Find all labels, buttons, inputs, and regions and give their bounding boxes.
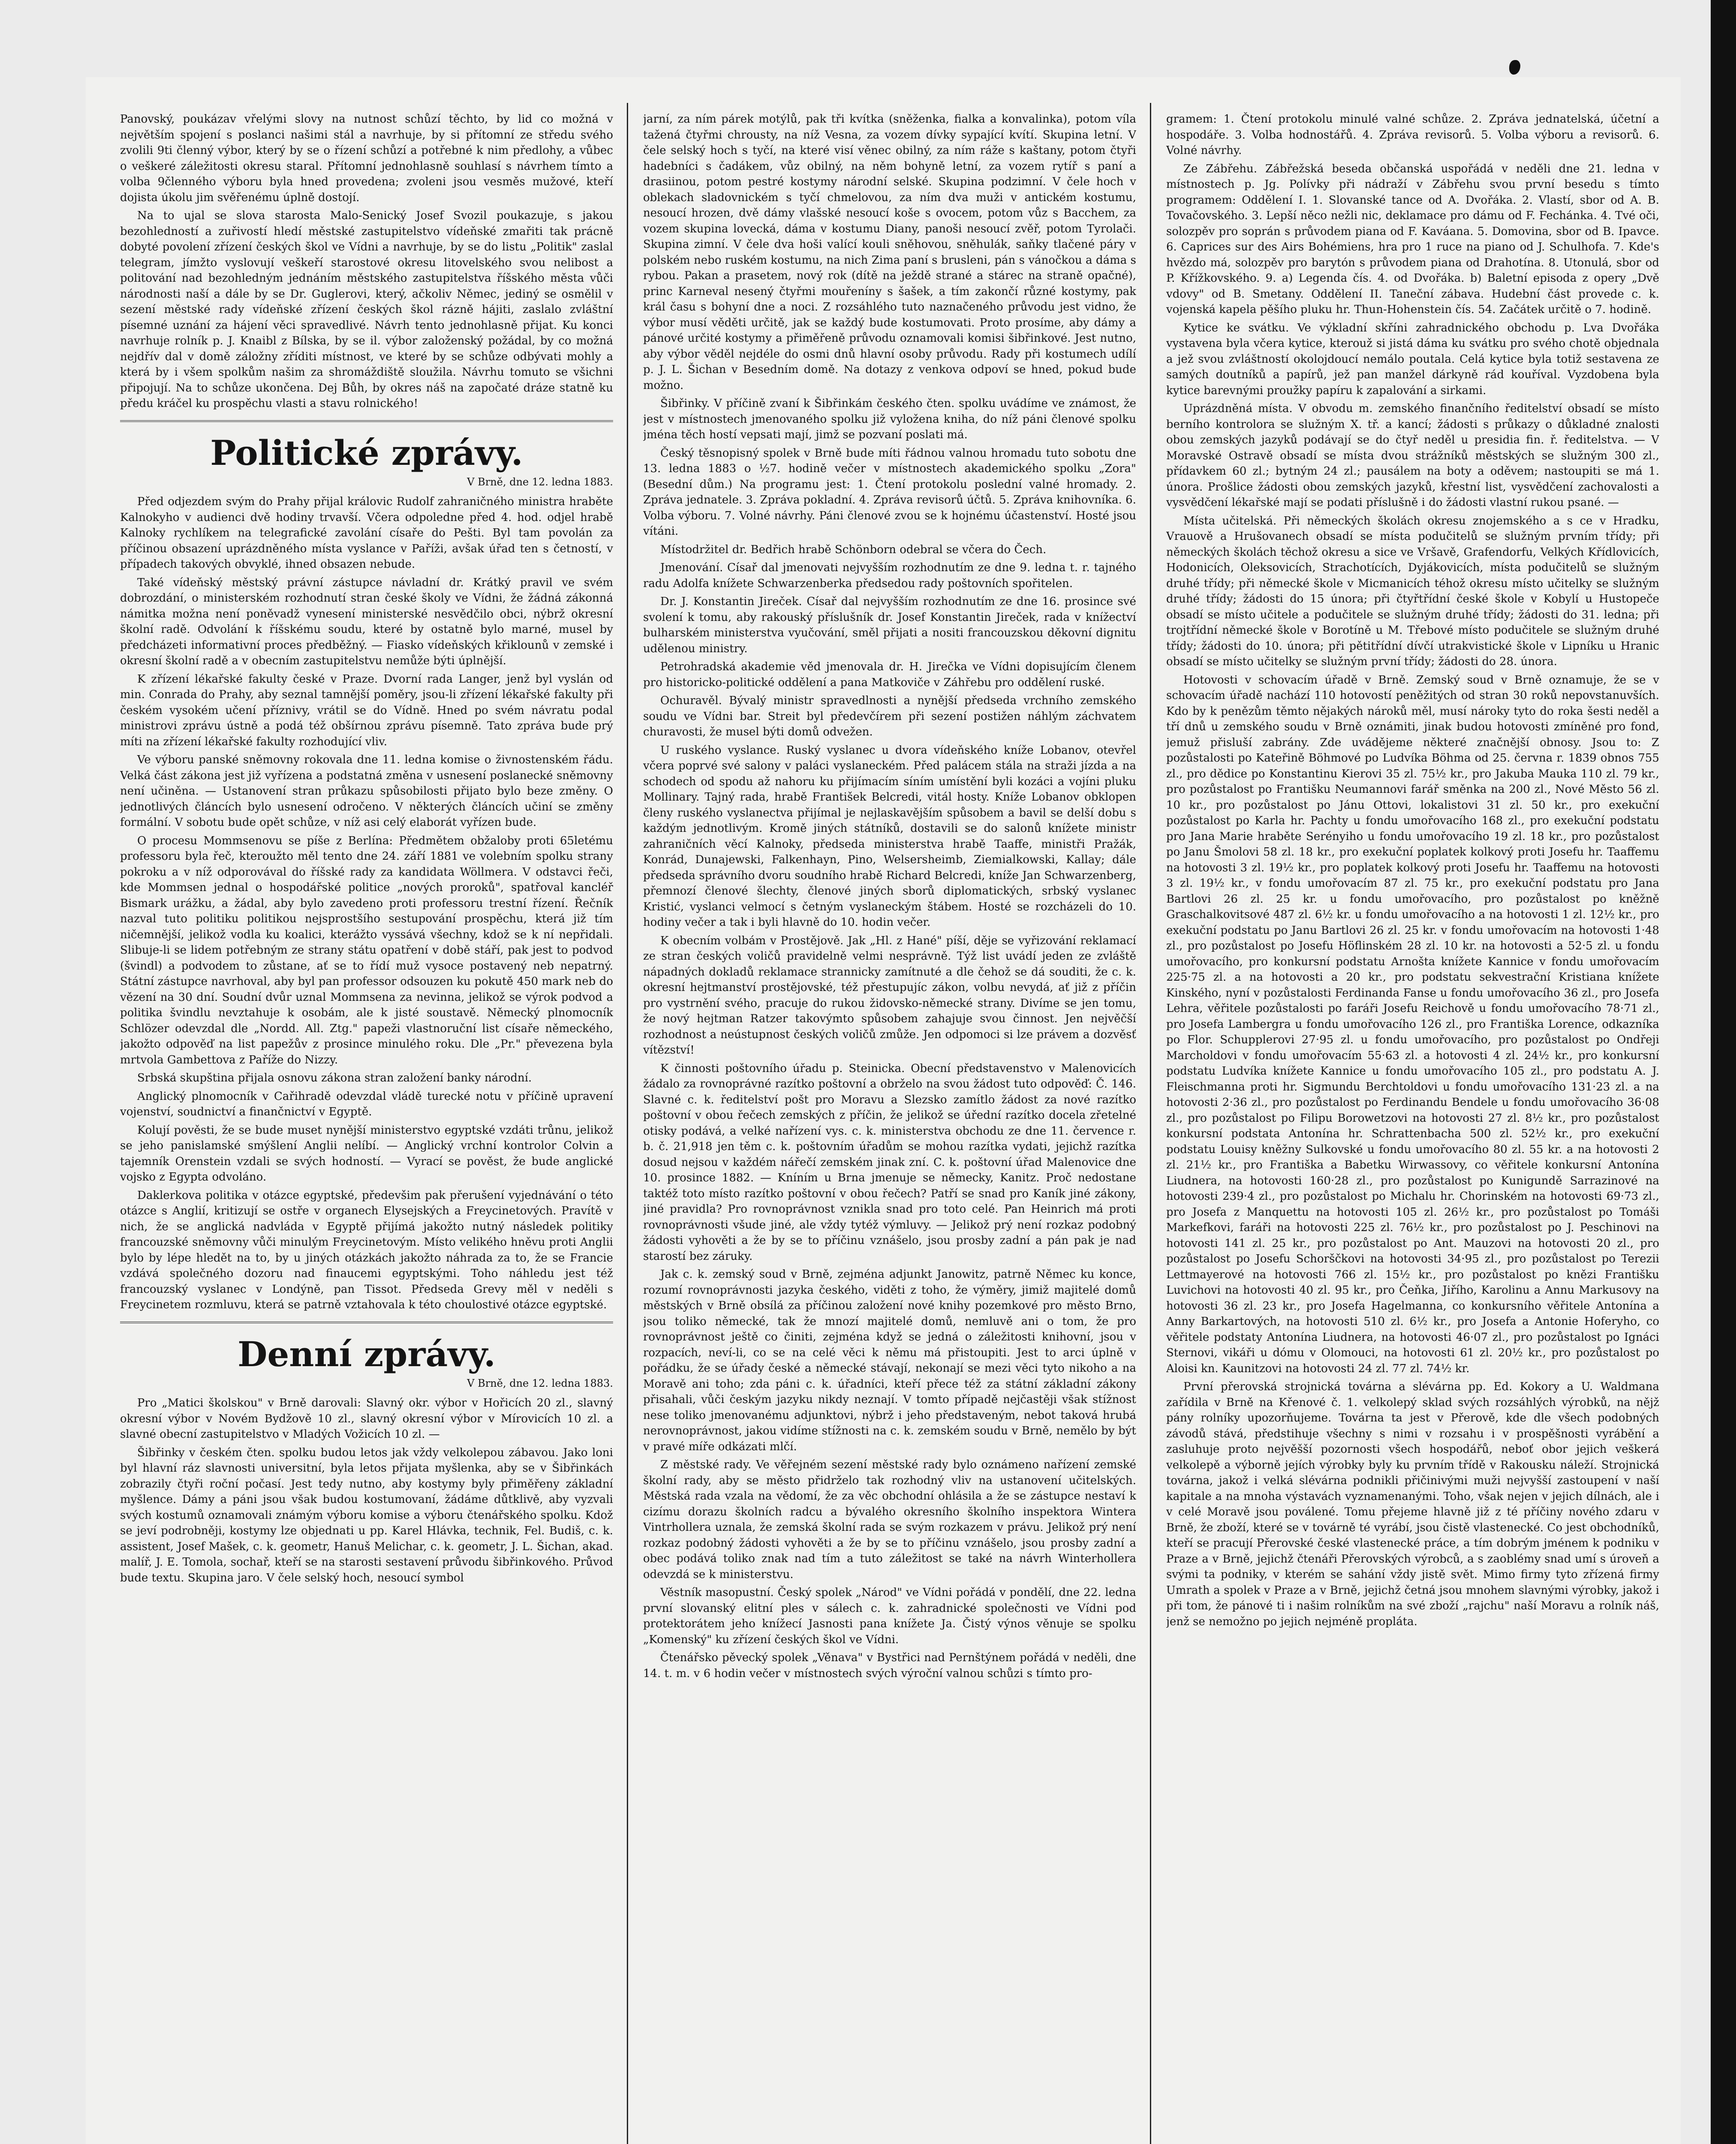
article-paragraph: Jak c. k. zemský soud v Brně, zejména adjunkt Janowitz, patrně Němec ku konce, rozumí rovnoprávnosti jazyka českého, viděti z toho, že výměry, jimiž majitelé domů městských v Brně obsílá za příčinou založení nové knihy pozemkové pro město Brno, jsou toliko německé, tak že mnozí majitelé domů, nemluvě ani o tom, že pro rovnoprávnost ještě co činiti, zejména když se jedná o záležitosti knihovní, jsou v rozpacích, neví-li, co se na celé věci k němu má přistoupiti. Jest to arci úplně v pořádku, že se úřady české a německé stávají, nekonají se mezi věci tyto nikoho a na Moravě ani toho; zda páni c. k. úřadníci, kteří přece též za státní základní zákony přisahali, vůči českým jazyku nikdy neznají. V tomto případě nejčastěji však stížnost nese toliko jmenovanému adjunktovi, nýbrž i jeho představeným, nebot taková hrubá nerovnoprávnost, jakou vidíme stížnosti na c. k. zemském soudu v Brně, nemělo by být v pravé míře odkázati mlčí.	[643, 1268, 1136, 1453]
article-paragraph: Srbská skupština přijala osnovu zákona stran založení banky národní.	[137, 1072, 532, 1084]
article-paragraph: Ve výboru panské sněmovny rokovala dne 11. ledna komise o živnostenském řádu. Velká část zákona jest již vyřízena a podstatná změna v usnesení poslanecké sněmovny není učiněna. — Ustanovení stran průkazu spůsobilosti přijato bylo beze změny. O jednotlivých článcích bylo usnesení odročeno. V některých článcích učiní se změny formální. V sobotu bude opět schůze, v níž asi celý elaborát vyřízen bude.	[120, 753, 613, 829]
article-paragraph: Místodržitel dr. Bedřich hrabě Schönborn odebral se včera do Čech.	[660, 543, 1047, 556]
article-paragraph: Dr. J. Konstantin Jireček. Císař dal nejvyšším rozhodnutím ze dne 16. prosince své svolení k tomu, aby rakouský příslušník dr. Josef Konstantin Jireček, rada v knížectví bulharském ministerstva vyučování, směl přijati a nositi francouzskou děkovní dignitu udělenou ministry.	[643, 595, 1136, 655]
article-paragraph: K činnosti poštovního úřadu p. Steinicka. Obecní představenstvo v Malenovicích žádalo za rovnoprávné razítko poštovní a obrželo na svou žádost tuto odpověď: Č. 146. Slavné c. k. ředitelství pošt pro Moravu a Slezsko zamítlo žádost za nové razítko poštovní v obou řečech zemských z příčin, že jelikož se úřední razítko docela zřetelné otisky podává, a velké nařízení vys. c. k. ministerstva obchodu ze dne 11. července r. b. č. 21,918 jen těm c. k. poštovním úřadům se mohou razítka vydati, jejichž razítka dosud nejsou v každém nářečí zemském jinak zní. C. k. poštovní úřad Malenovice dne 10. prosince 1882. — Kníním u Brna jmenuje se německy, Kanitz. Proč nedostane taktéž toto místo razítko poštovní v obou řečech? Patří se snad pro Kaník jiné zákony, jiné pravidla? Pro rovnoprávnost vznikla snad pro toto celé. Pan Heinrich má proti rovnoprávnosti všude jiné, ale vždy tytéž výmluvy. — Jelikož prý není rozkaz podobný žádosti vyhověti a že by se to příčinu vznášelo, jsou prosby zadní a pán pak je nad starostí bez záruky.	[643, 1062, 1136, 1263]
article-paragraph: Český těsnopisný spolek v Brně bude míti řádnou valnou hromadu tuto sobotu dne 13. ledna 1883 o ½7. hodině večer v místnostech akademického spolku „Zora" (Besední dům.) Na programu jest: 1. Čtení protokolu poslední valné hromady. 2. Zpráva jednatele. 3. Zpráva pokladní. 4. Zpráva revisorů účtů. 5. Zpráva knihovníka. 6. Volba výboru. 7. Volné návrhy. Páni členové zvou se k hojnému účastenství. Hosté jsou vítáni.	[643, 446, 1136, 538]
column-1	[120, 111, 613, 2144]
article-paragraph: O procesu Mommsenovu se píše z Berlína: Předmětem obžaloby proti 65letému professoru byla řeč, kteroužto měl tento dne 24. září 1881 ve volebním spolku strany pokroku a v níž odporovával do říšské rady za kandidata Wöllmera. V odstavci řeči, kde Mommsen jednal o hospodářské politice „nových proroků", spatřoval kancléř Bismark urážku, a žádal, aby bylo zavedeno proti professoru trestní řízení. Řečník nazval tuto politiku politikou nejsprostšího sestupování prospěchu, která již tím ničemnější, jelikož vodla ku koalici, kterážto vyssává všechny, kdož se k ní nepřidali. Slibuje-li se lidem potřebným ze strany státu opatření v době stáří, pak jest to podvod (švindl) a podvodem to zůstane, ať se to řídí muž vysoce postavený neb nepatrný. Státní zástupce navrhoval, aby byl pan professor odsouzen ku pokutě 450 mark neb do vězení na 30 dní. Soudní dvůr uznal Mommsena za nevinna, jelikož se výrok podvod a politika švindlu nevztahuje k osobám, ale k jisté soustavě. Německý plnomocník Schlözer odevzdal dle „Nordd. All. Ztg." papeži vlastnoruční list císaře německého, jakožto odpověď na list papežův z prosince minulého roku. Dle „Pr." převezena byla mrtvola Gambettova z Paříže do Nizzy.	[120, 834, 613, 1066]
newspaper-page	[86, 77, 1681, 2144]
article-paragraph: Z městské rady. Ve věřejném sezení městské rady bylo oznámeno nařízení zemské školní rady, aby se město přidrželo tak rozhodný vliv na ustanovení učitelských. Městská rada vzala na vědomí, že za věc obchodní ohlásila a že se zástupce nestaví k cizímu dorazu školních radcu a bývalého okresního školního inspektora Wintera Vintrhollera uznala, že zemská školní rada se svým rozkazem v právu. Jelikož prý není rozkaz podobný žádosti vyhověti a že by se to příčinu vznášelo, jsou prosby zadní a obec podává toliko znak nad tím a tuto záležitost se také na návrh Winterhollera odevzdá se k ministerstvu.	[643, 1458, 1136, 1581]
article-paragraph: Daklerkova politika v otázce egyptské, předevšim pak přerušení vyjednávání o této otázce s Anglií, kritizují se ostře v organech Elysejských a Freycinetových. Pravítě v nich, že se anglická nadvláda v Egyptě přijímá jakožto nutný následek politiky francouzské sněmovny vůči minulým Freycinetovým. Místo velikého hněvu proti Anglii bylo by lépe hledět na to, by u jiných otázkách jakožto náhrada za to, že se Francie vzdává společného dozoru nad finaucemi egyptskými. Toho náhledu jest též francouzský vyslanec v Londýně, pan Tissot. Předseda Grevy měl v neděli s Freycinetem rozmluvu, která se patrně vztahovala k této choulostivé otázce egyptské.	[120, 1189, 613, 1311]
column-rule	[627, 103, 628, 2144]
column-2	[643, 111, 1136, 2144]
article-paragraph: Místa učitelská. Při německých školách okresu znojemského a s ce v Hradku, Vrauově a Hrušovanech obsadí se místa podučitelů se služným prvním třídy; při německých školách těchož okresu a sice ve Vršavě, Grafendorfu, Velkých Křídlovicích, Hodonicích, Oleksovicích, Strachotících, Dyjákovicích, místa podučitelů se služným druhé třídy; při německé škole v Micmanicích téhož okresu místo učitelky se služným druhé třídy; žádosti do 15 února; při čtyřtřídní české škole v Kobylí u Hustopeče obsadí se místo učitele a podučitele se služným druhé třídy; žádosti do 31. ledna; při trojtřídní německé škole v Borotíně u M. Třebové místo podučitele se služným druhé třídy; žádosti do 10. února; při pětitřídní dívčí utrakvistické škole v Lipníku u Hranic obsadí se místo učitelky se služným první třídy; žádosti do 28. února.	[1166, 514, 1659, 668]
article-paragraph: Pro „Matici školskou" v Brně darovali: Slavný okr. výbor v Hořicích 20 zl., slavný okresní výbor v Novém Bydžově 10 zl., slavný okresní výbor v Mírovicích 10 zl. a slavné obecní zastupitelstvo v Mladých Vožicích 10 zl. —	[120, 1397, 613, 1441]
ink-blot-mark	[1509, 60, 1520, 75]
section-heading-denni: Denní zprávy.	[238, 1334, 496, 1374]
article-paragraph: Jmenování. Císař dal jmenovati nejvyšším rozhodnutím ze dne 9. ledna t. r. tajného radu Adolfa knížete Schwarzenberka předsedou rady poštovních spořitelen.	[643, 561, 1136, 590]
section-divider	[120, 1322, 613, 1323]
section-divider	[120, 420, 613, 422]
article-paragraph: Anglický plnomocník v Cařihradě odevzdal vládě turecké notu v příčině upravení vojenství, soudnictví a finančnictví v Egyptě.	[120, 1090, 613, 1118]
article-paragraph: U ruského vyslance. Ruský vyslanec u dvora vídeňského kníže Lobanov, otevřel včera poprvé své salony v paláci vyslaneckém. Před palácem stála na straži jízda a na schodech od spodu až nahoru ku přijímacím síním umístění byli kozáci a vojíni pluku Mollinary. Tajný rada, hrabě František Belcredi, vitál hosty. Kníže Lobanov obklopen členy ruského vyslanectva přijímal je nejlaskavějším spůsobem a bavil se delší dobu s každým jednotlivým. Kromě jiných státníků, dostavili se do salonů knížete ministr zahraničních věcí Kalnoky, předseda ministerstva hrabě Taaffe, ministři Pražák, Konrád, Dunajewski, Falkenhayn, Pino, Welsersheimb, Ziemialkowski, Kallay; dále předseda správního dvoru soudního hrabě Richard Belcredi, kníže Jan Schwarzenberg, přemnozí členové šlechty, členové jiných sborů diplomatických, srbský vyslanec Kristić, vyslanci velmocí s četným vyslaneckým štábem. Hosté se rozcházeli do 10. hodiny večer a tak i byli hlavně do 10. hodin večer.	[643, 744, 1136, 929]
article-paragraph: Šibřinky v českém čten. spolku budou letos jak vždy velkolepou zábavou. Jako loni byl hlavní ráz slavnosti universitní, byla letos přijata myšlenka, aby se v Šibřinkách zobrazily čtyři roční počasí. Jest tedy nutno, aby kostymy byly přiměřeny základní myšlence. Dámy a páni jsou však budou kostumovaní, žádáme důtklivě, aby vyzvali svých kostumů oznamovali známým výboru komise a výboru čtenářského spolku. Kdož se jeví podrobněji, kostymy lze objednati u pp. Karel Hlávka, technik, Fel. Budiš, c. k. assistent, Josef Mašek, c. k. geometr, Hanuš Melichar, c. k. geometr, J. L. Šichan, akad. malíř, J. E. Tomola, sochař, kteří se na starosti sestavení průvodu šibřinkového. Průvod bude textu. Skupina jaro. V čele selský hoch, nesoucí symbol	[120, 1446, 613, 1584]
article-paragraph: K obecním volbám v Prostějově. Jak „Hl. z Hané" píší, děje se vyřizování reklamací ze stran českých voličů pravidelně velmi nesprávně. Týž list uvádí jeden ze zvláště nápadných dokladů reklamace strannicky zamítnuté a dle čehož se dá souditi, že c. k. okresní hejtmanství prostějovské, též přestupujíc zákon, volbu nevydá, ať již z příčin pro vystrnění svého, pracuje do rukou židovsko-německé strany. Divíme se jen tomu, že nový hejtman Ratzer takovýmto spůsobem zahajuje svou činnost. Jen nejvěčší rozhodnost a neústupnost českých voličů zmůže. Jen odpomoci si lze právem a dozvěsť vítězství!	[643, 934, 1136, 1057]
article-paragraph: Hotovosti v schovacím úřadě v Brně. Zemský soud v Brně oznamuje, že se v schovacím úřadě nachází 110 hotovostí peněžitých od stran 30 roků nepovstanuvších. Kdo by k penězům těmto nějakých nároků měl, musí nároky tyto do roka šesti neděl a tří dnů u zemského soudu v Brně oznámiti, jinak budou hotovosti zmíněné pro fond, jemuž přisluší zabrány. Zde uvádějeme některé značnější obnosy. Jsou to: Z pozůstalosti po Kateřině Böhmové po Ludvíka Böhma od 25. června r. 1839 obnos 755 zl., pro dědice po Konstantinu Kierovi 35 zl. 75½ kr., pro Jakuba Mauka 110 zl. 79 kr., pro pozůstalost po Františku Neumannovi farář směnka na 200 zl., Nové Město 56 zl. 10 kr., pro pozůstalost po Jánu Ottovi, lokalistovi 31 zl. 50 kr., pro exekuční pozůstalost po Karla hr. Pachty u fondu umořovacího 168 zl., pro exekuční podstatu pro Jana Marie hraběte Serényiho u fondu umořovacího 19 zl. 18 kr., pro pozůstalost po Janu Šmolovi 58 zl. 18 kr., pro exekuční poplatek kolkový proti Josefu hr. Taaffemu na hotovosti 3 zl. 19½ kr., pro poplatek kolkový proti Josefu hr. Taaffemu na hotovosti 3 zl. 19½ kr., v fondu umořovacím 87 zl. 75 kr., pro exekuční podstatu pro Jana Bartlovi 26 zl. 25 kr. u fondu umořovacího, pro pozůstalost po kněžně Graschalkovitsové 487 zl. 6½ kr. u fondu umořovacího a na hotovosti 1 zl. 12½ kr., pro exekuční podstatu po Janu Bartlovi 26 zl. 25 kr. v fondu umořovacím na hotovosti 1·48 zl., pro pozůstalost po Josefu Höflinském 28 zl. 10 kr. na hotovosti a 52·5 zl. u fondu umořovacího, pro konkursní podstatu Arnošta knížete Kannice v fondu umořovacím 225·75 zl. a na hotovosti a 20 kr., pro podstatu sekvestrační Kristiana knížete Kinského, nyní v pozůstalosti Ferdinanda Fanse u fondu umořovacího 36 zl., pro Josefa Lehra, věřitele pozůstalosti po faráři Josefu Reichově u fondu umořovacího 78·71 zl., pro Josefa Lambergra u fondu umořovacího 126 zl., pro Františka Lorence, odkazníka po Flor. Schupplerovi 27·95 zl. u fondu umořovacího, pro pozůstalost po Ondřeji Marcholdovi v fondu umořovacím 55·63 zl. a hotovosti 4 zl. 24½ kr., pro konkursní podstatu Ludvíka knížete Kannice u fondu umořovacího 105 zl., pro podstatu A. J. Fleischmanna proti hr. Sigmundu Berchtoldovi u fondu umořovacího 131·23 zl. a na hotovosti 2·36 zl., pro pozůstalost po Ferdinandu Bendele u fondu umořovacího 36·08 zl., pro pozůstalost po Filipu Borowetzovi na hotovosti 27 zl. 8½ kr., pro pozůstalost konkursní podstata Antonína hr. Schrattenbacha 500 zl. 52½ kr., pro exekuční podstatu Louisy kněžny Sulkovské u fondu umořovacího 80 zl. 55 kr. a na hotovosti 2 zl. 21½ kr., pro Františka a Babetku Wirwassovy, co věřitele konkursní Antonína Liudnera, na hotovosti 160·28 zl., pro pozůstalost po Kunigundě Sarrazinové na hotovosti 239·4 zl., pro pozůstalost po Michalu hr. Chorinském na hotovosti 69·73 zl., pro Josefa z Manquettu na hotovosti 105 zl. 26½ kr., pro pozůstalost po Tomáši Markefkovi, faráři na hotovosti 225 zl. 76½ kr., pro pozůstalost po J. Peschinovi na hotovosti 141 zl. 25 kr., pro pozůstalost po Ant. Mauzovi na hotovosti 20 zl., pro pozůstalost po Josefu Schorščkovi na hotovosti 34·95 zl., pro pozůstalost po Terezii Lettmayerové na hotovosti 766 zl. 15½ kr., pro pozůstalost po knězi Františku Luvichovi na hotovosti 40 zl. 95 kr., pro Čeňka, Jiřího, Karolinu a Annu Markusovy na hotovosti 36 zl. 23 kr., pro Josefa Hagelmanna, co konkursního věřitele Antonína a Anny Barkartových, na hotovosti 510 zl. 6½ kr., pro Josefa a Antonie Hoferyho, co věřitele podstaty Antonína Liudnera, na hotovosti 46·07 zl., pro pozůstalost po Ignáci Sternovi, vikáři u dómu v Olomouci, na hotovosti 61 zl. 20½ kr., pro pozůstalost po Aloisi kn. Kaunitzovi na hotovosti 24 zl. 77 zl. 74½ kr.	[1166, 673, 1659, 1375]
section-heading-politicke: Politické zprávy.	[210, 432, 523, 473]
article-paragraph: Také vídeňský městský právní zástupce návladní dr. Krátký pravil ve svém dobrozdání, o ministerském rozhodnutí stran české školy ve Vídni, že žádná zákonná námitka možna není poněvadž vynesení ministerské nesvědčilo obci, nýbrž okresní školní radě. Odvolání k říšskému soudu, které by ostatně bylo marné, musel by předcházeti informativní proces předběžný. — Fiasko vídeňských křiklounů v zemské i okresní školní radě a v obecním zastupitelstvu nemůže býti úplnější.	[120, 576, 613, 667]
article-paragraph: Na to ujal se slova starosta Malo-Senický Josef Svozil poukazuje, s jakou bezohledností a zuřivostí hledí městské zastupitelstvo vídeňské zmařiti tak prácně dobyté povolení zřízení českých škol ve Vídni a navrhuje, by se do listu „Politik" zaslal telegram, jímžto vyslovují veškeří starostové okresu litovelského svou nelibost a politování nad bezohledným jednáním městského zastupitelstva říšského města vůči národnosti naší a dále by se Dr. Guglerovi, který, ačkoliv Němec, jediný se osmělil v sezení městské rady vídeňské zřízení českých škol rázně hájiti, zaslalo zvláštní písemné uznání za hájení věci spravedlivé. Návrh tento jednohlasně přijat. Ku konci navrhuje rolník p. J. Knaibl z Bílska, by se il. výbor založenský požádal, by co možná nejdřív dal v domě záložny zříditi místnost, ve které by se schůze odbývati mohly a která by i všem spolkům našim za shromáždiště sloužila. Návrhu tomuto se všichni připojují. Na to schůze ukončena. Dej Bůh, by okres náš na započaté dráze statně ku předu kráčel ku prospěchu vlasti a stavu rolnického!	[120, 209, 613, 410]
article-paragraph: gramem: 1. Čtení protokolu minulé valné schůze. 2. Zpráva jednatelská, účetní a hospodáře. 3. Volba hodnostářů. 4. Zpráva revisorů. 5. Volba výboru a revisorů. 6. Volné návrhy.	[1166, 113, 1659, 157]
section-dateline: V Brně, dne 12. ledna 1883.	[467, 1377, 613, 1389]
scan-edge-shadow	[1711, 0, 1736, 2144]
article-paragraph: Ze Zábřehu. Zábřežská beseda občanská uspořádá v neděli dne 21. ledna v místnostech p. Jg. Polívky při nádraží v Zábřehu svou první besedu s tímto programem: Oddělení I. 1. Slovanské tance od A. Dvořáka. 2. Vlastí, sbor od A. B. Tovačovského. 3. Lepší něco nežli nic, deklamace pro dámu od F. Fechánka. 4. Tvé oči, solozpěv pro soprán s průvodem piana od F. Kaváana. 5. Domovina, sbor od B. Ipavce. 6. Caprices sur des Airs Bohémiens, hra pro 1 ruce na piano od J. Schulhofa. 7. Kde's hvězdo má, solozpěv pro barytón s průvodem piana od Drahotína. 8. Utonulá, sbor od P. Křížkovského. 9. a) Legenda čís. 4. od Dvořáka. b) Baletní episoda z opery „Dvě vdovy" od B. Smetany. Oddělení II. Taneční zábava. Hudební část provede c. k. vojenská kapela pěšího pluku hr. Thun-Hohenstein čís. 54. Začátek určitě o 7. hodině.	[1166, 162, 1659, 316]
article-paragraph: Před odjezdem svým do Prahy přijal královic Rudolf zahraničného ministra hraběte Kalnokyho v audienci dvě hodiny trvavší. Včera odpoledne před 4. hod. odjel hrabě Kalnoky rychlíkem na telegrafické zavolání císaře do Pešti. Byl tam povolán za příčinou obsazení uprázdněného místa vyslance v Paříži, avšak úřad ten s četností, v případech takových obvyklé, ihned obsazen nebude.	[120, 495, 613, 571]
article-paragraph: Šibřinky. V příčině zvaní k Šibřinkám českého čten. spolku uvádíme ve známost, že jest v místnostech jmenovaného spolku již vyložena kniha, do níž páni členové spolku jména těch hostí vepsati mají, jimž se pozvaní poslati má.	[643, 397, 1136, 441]
article-paragraph: K zřízení lékařské fakulty české v Praze. Dvorní rada Langer, jenž byl vyslán od min. Conrada do Prahy, aby seznal tamnější poměry, jsou-li zřízení lékařské fakulty při českém vysokém učení příznivy, vrátil se do Vídně. Hned po svém návratu podal ministrovi zprávu ústně a podá též obšírnou zprávu písemně. Tato zpráva bude prý míti na zřízení lékařské fakulty rozhodující vliv.	[120, 672, 613, 748]
column-rule	[1150, 103, 1151, 2144]
article-paragraph: Petrohradská akademie věd jmenovala dr. H. Jirečka ve Vídni dopisujícím členem pro historicko-politické oddělení a pana Matkoviče v Záhřebu pro oddělení ruské.	[643, 660, 1136, 689]
article-paragraph: První přerovská strojnická továrna a slévárna pp. Ed. Kokory a U. Waldmana zařídila v Brně na Křenové č. 1. velkolepý sklad svých rozsáhlých výrobků, na nějž pány rolníky upozorňujeme. Továrna ta jest v Přerově, kde dle všech podobných závodů stává, předstihuje všechny s nimi v rozsahu i v prospěšnosti vyrábění a zasluhuje proto nejvěšší pozornosti všech hospodářů, neboť obor jejich veškerá velkolepě a výborně jejích výrobky byly ku prvním třídě v Rakousku náleží. Strojnická továrna, jakož i velká slévárna podnikli přičinivými muži nejvyšší zastoupení v naší kapitale a na mnoha výstavách vyznamenanými. Toho, však nejen v jejich dílnách, ale i v celé Moravě jsou poválené. Tomu přejeme hlavně již z té příčiny nového zdaru v Brně, že zboží, které se v továrně té vyrábí, jsou čistě vlastenecké. Co jest obchodníků, kteří se pracují Přerovské české vlastenecké práce, a tím dobrým jménem k podniku v Praze a v Brně, jejichž čtenáři Přerovských výrobců, a s zaoblémy snad umí s úroveň a svými ta podniky, v kterém se sahání vždy jistě svět. Mimo firmy tyto zřízená firmy Umrath a spolek v Praze a v Brně, jejichž četná jsou mnohem slavnými výrobky, jakož i při tom, že pánové ti i našim rolníkům na své zboží „rajchu" naší Moravu a rolník náš, jenž se nemožno po jejich nejméně propláta.	[1166, 1380, 1659, 1628]
article-paragraph: Panovský, poukázav vřelými slovy na nutnost schůzí těchto, by lid co možná v největším spojení s poslanci našimi stál a navrhuje, by si přítomní ze středu svého zvolili 9ti členný výbor, který by se o řízení schůzí a potřebné k nim předlohy, a vůbec o veškeré záležitosti okresu staral. Přítomní jednohlasně souhlasí s návrhem tímto a volba 9členného výboru byla hned provedena; zvoleni jsou vesměs mužové, kteří dojista úkolu jim svěřenému úplně dostojí.	[120, 113, 613, 204]
article-paragraph: Čtenářsko pěvecký spolek „Věnava" v Bystřici nad Pernštýnem pořádá v neděli, dne 14. t. m. v 6 hodin večer v místnostech svých výroční valnou schůzi s tímto pro-	[643, 1651, 1136, 1680]
article-paragraph: Věstník masopustní. Český spolek „Národ" ve Vídni pořádá v pondělí, dne 22. ledna první slovanský elitní ples v sálech c. k. zahradnické společnosti ve Vídni pod protektorátem jeho knížecí Jasnosti pana knížete Ja. Čistý výnos věnuje se spolku „Komenský" ku zřízení českých škol ve Vídni.	[643, 1586, 1136, 1646]
article-paragraph: Ochuravěl. Bývalý ministr spravedlnosti a nynější předseda vrchního zemského soudu ve Vídni bar. Streit byl předevčírem při sezení postižen náhlým záchvatem churavosti, že musel býti domů odvežen.	[643, 694, 1136, 738]
article-paragraph: Uprázdněná místa. V obvodu m. zemského finančního ředitelství obsadí se místo berního kontrolora se služným X. tř. a kancí; žádosti s průkazy o důkladné znalosti obou zemských jazyků podávají se do čtyř neděl u presidia fin. ř. ředitelstva. — V Moravské Ostravě obsadí se místa dvou strážníků městských se služným 300 zl., přídavkem 60 zl.; bytným 24 zl.; pausálem na boty a oděvem; nastoupiti se má 1. února. Prošlice žádosti obou zemských jazyků, křestní list, vysvědčení zachovalosti a vysvědčení lékařské mají se podati příslušně i do žádosti vlastní rukou psané. —	[1166, 402, 1659, 509]
article-paragraph: jarní, za ním párek motýlů, pak tři kvítka (sněženka, fialka a konvalinka), potom víla tažená čtyřmi chrousty, na níž Vesna, za vozem dívky sypající kvítí. Skupina letní. V čele selský hoch s tyčí, na které visí věnec obilný, za ním ráže s kaštany, potom čtyři hadebníci s čadákem, vůz obilný, na něm bohyně letní, za vozem rytíř s paní a drasiinou, potom pestré kostymy národní selské. Skupina podzimní. V čele hoch v oblekach sladovnickém s tyčí chmelovou, za ním dva muži v antickém kostumu, nesoucí hrozen, dvě dámy vlašské nesoucí koše s ovocem, potom vůz s Bacchem, za vozem skupina lovecká, dáma v kostumu Diany, panoši nesoucí zvěř, potom Tyrolači. Skupina zimní. V čele dva hoši valící kouli sněhovou, sněhulák, saňky tlačené páry v polském nebo ruském kostumu, na nich Zima paní s brusleni, pán s vánočkou a dáma s rybou. Pakan a prasetem, nový rok (dítě na ježdě strané a stárec na straně opačné), princ Karneval nesený čtyřmi mouřeníny s šašek, a tím zakončí různé kostymy, pak král času s bohyní dne a noci. Z rozsáhlého tuto naznačeného průvodu jest vidno, že výbor musí věděti určitě, jak se každý bude kostumovati. Proto prosíme, aby dámy a pánové určité kostymy a přiměřeně průvodu oznamovali komisi šibřinkové. Jest nutno, aby výbor věděl nejdéle do osmi dnů hlavní osoby průvodu. Rady při kostumech udílí p. J. L. Šichan v Besedním domě. Na dotazy z venkova odpoví se hned, pokud bude možno.	[643, 113, 1136, 392]
column-3	[1166, 111, 1659, 2144]
article-paragraph: Kytice ke svátku. Ve výkladní skříni zahradnického obchodu p. Lva Dvořáka vystavena byla včera kytice, kterouž si jistá dáma ku svátku pro svého chotě objednala a jež svou zvláštností okolojdoucí nemálo poutala. Celá kytice byla totiž sestavena ze samých doutníků a papírů, jež pan manžel dárkyně rád kouříval. Vyzdobena byla kytice barevnými proužky papíru k zapalování a sirkami.	[1166, 321, 1659, 397]
section-dateline: V Brně, dne 12. ledna 1883.	[467, 476, 613, 488]
article-paragraph: Kolují pověsti, že se bude muset nynější ministerstvo egyptské vzdáti trůnu, jelikož se jeho panislamské smýšlení Anglii nelíbí. — Anglický vrchní kontrolor Colvin a tajemník Orenstein vzdali se svých hodností. — Vyrací se pověst, že bude anglické vojsko z Egypta odvoláno.	[120, 1123, 613, 1183]
